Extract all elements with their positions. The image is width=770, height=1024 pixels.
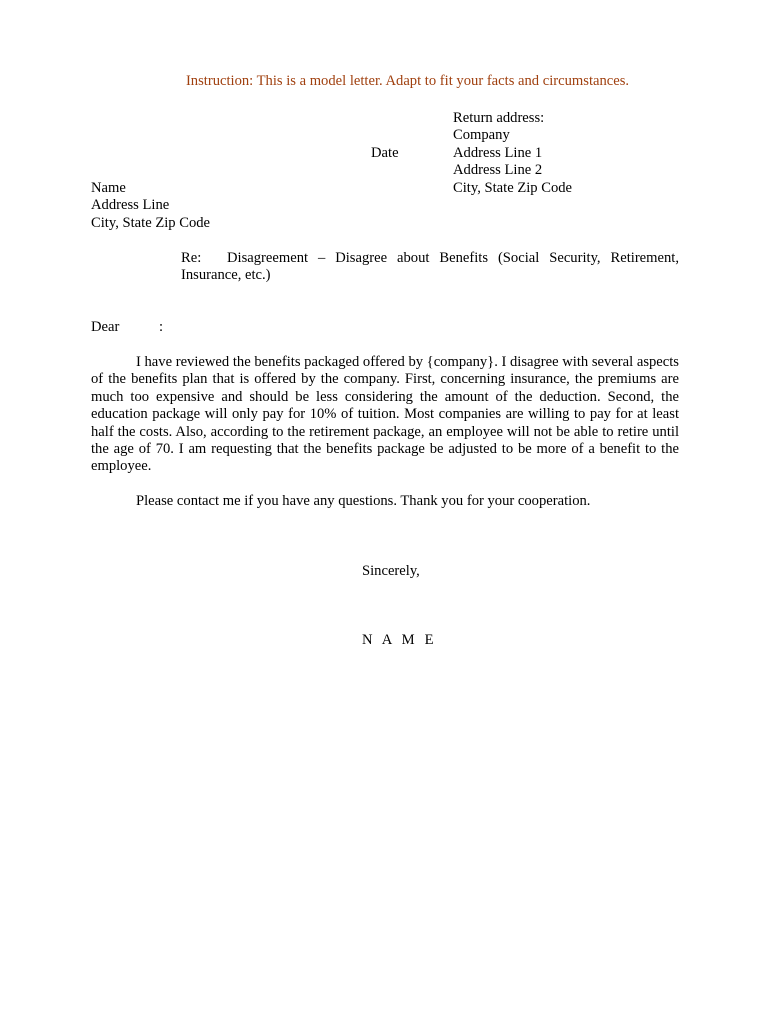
return-address-city-state-zip: City, State Zip Code bbox=[453, 179, 573, 196]
closing: Sincerely, bbox=[362, 563, 420, 579]
return-address-line-2: Address Line 2 bbox=[453, 162, 543, 179]
recipient-name: Name bbox=[91, 180, 126, 196]
body-paragraph-1: I have reviewed the benefits packaged offered by {company}. I disagree with several aspects of the benefits plan that is offered by the company. First, concerning insurance, the premiums are much too expensive and should be less considering the amount of the deduction. Second, the education package will only pay for 10% of tuition. Most companies are willing to pay for at least half the costs. Also, according to the retirement package, an employee will not be able to retire until the age of 70. I am requesting that the benefits package be adjusted to be more of a benefit to the employee. bbox=[91, 354, 679, 475]
salutation-colon: : bbox=[159, 319, 164, 335]
date-field: Date bbox=[371, 145, 399, 161]
recipient-address-line: Address Line bbox=[91, 197, 170, 214]
re-subject-line-2: Insurance, etc.) bbox=[181, 267, 271, 283]
recipient-address-block bbox=[91, 180, 210, 232]
recipient-city-state-zip: City, State Zip Code bbox=[91, 214, 211, 231]
return-address-label: Return address: bbox=[453, 110, 545, 126]
re-label: Re: bbox=[181, 250, 202, 266]
body-paragraph-2: Please contact me if you have any questions. Thank you for your cooperation. bbox=[136, 493, 591, 509]
return-address-line-1: Address Line 1 bbox=[453, 144, 543, 161]
return-address-company: Company bbox=[453, 127, 510, 144]
return-address-block bbox=[453, 110, 572, 197]
instruction-note: Instruction: This is a model letter. Adapt to fit your facts and circumstances. bbox=[185, 73, 630, 89]
salutation: Dear bbox=[91, 319, 120, 335]
re-subject-line-1: Disagreement – Disagree about Benefits (Social Security, Retirement, bbox=[227, 250, 679, 266]
signature-name: N A M E bbox=[362, 632, 437, 648]
